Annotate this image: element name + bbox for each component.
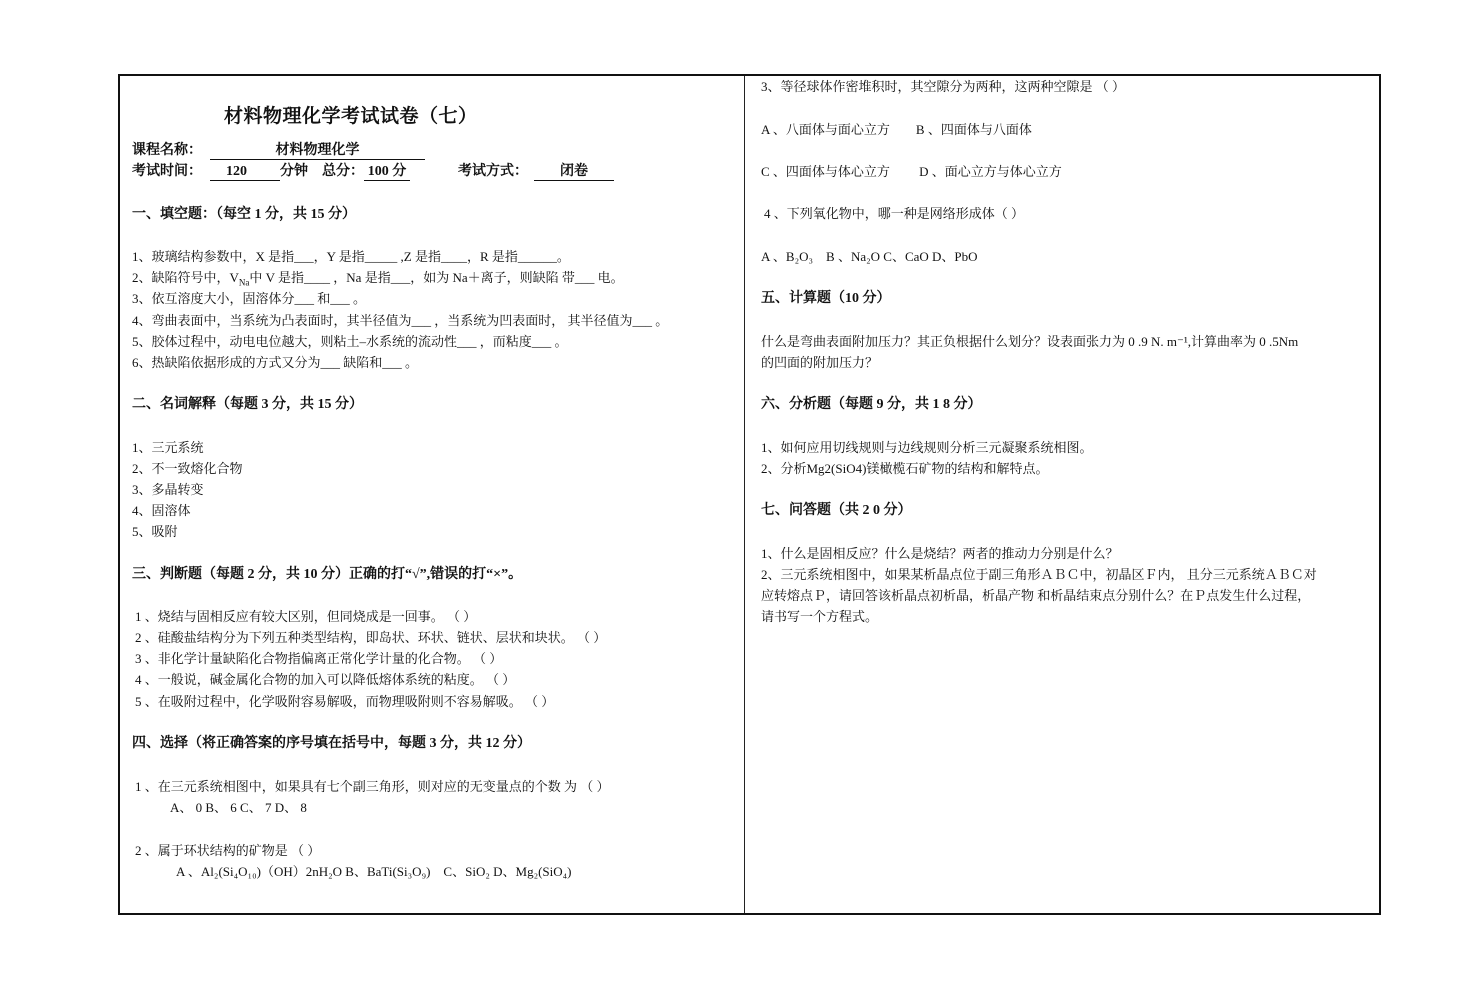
choice-q4-options: A 、B₂O₃ B 、Na₂O C、CaO D、PbO [761, 249, 978, 264]
choice-q1-options: A、 0 B、 6 C、 7 D、 8 [170, 800, 307, 815]
calc-question-line-2: 的凹面的附加压力？ [761, 355, 879, 370]
qa-item-2-line-3: 请书写一个方程式。 [761, 609, 879, 624]
fill-blank-item-2 [132, 267, 624, 288]
choice-q1: 1 、在三元系统相图中，如果具有七个副三角形，则对应的无变量点的个数 为 （ ） [135, 779, 610, 794]
term-item-5: 5、吸附 [132, 524, 178, 539]
item-2-prefix: 2、缺陷符号中，V [132, 270, 239, 285]
time-label: 考试时间： [132, 164, 202, 179]
fill-blank-item-5: 5、胶体过程中，动电电位越大，则粘土–水系统的流动性___ ，而粘度___ 。 [132, 334, 568, 349]
choice-q3-options-ab: A 、八面体与面心立方 B 、四面体与八面体 [761, 122, 1032, 137]
course-value: 材料物理化学 [210, 143, 425, 160]
true-false-item-3: 3 、非化学计量缺陷化合物指偏离正常化学计量的化合物。 （ ） [135, 651, 503, 666]
true-false-item-5: 5 、在吸附过程中，化学吸附容易解吸，而物理吸附则不容易解吸。 （ ） [135, 694, 555, 709]
fill-blank-item-3: 3、依互溶度大小，固溶体分___ 和___ 。 [132, 291, 367, 306]
calc-question-line-1: 什么是弯曲表面附加压力？其正负根据什么划分？设表面张力为 0 .9 N. m⁻¹,计算曲率为 0 .5Nm [761, 334, 1299, 349]
choice-q4: 4 、下列氧化物中，哪一种是网络形成体（ ） [764, 206, 1025, 221]
qa-item-2-line-1: 2、三元系统相图中，如果某析晶点位于副三角形ＡＢＣ中，初晶区Ｆ内， 且分三元系统ＡＢＣ对 [761, 567, 1317, 582]
qa-item-2-line-2: 应转熔点Ｐ，请回答该析晶点初析晶，析晶产物 和析晶结束点分别什么？在Ｐ点发生什么过程， [761, 588, 1311, 603]
course-name-row [132, 140, 425, 161]
section-6-heading: 六、分析题（每题 9 分，共 1 8 分） [761, 397, 982, 412]
qa-item-1: 1、什么是固相反应？什么是烧结？两者的推动力分别是什么？ [761, 546, 1119, 561]
choice-q2-options: A 、Al₂(Si₄O₁₀)（OH）2nH₂O B、BaTi(Si₃O₉) C、SiO₂ D、Mg₂(SiO₄) [176, 864, 572, 879]
exam-title: 材料物理化学考试试卷（七） [224, 106, 478, 127]
choice-q3: 3、等径球体作密堆积时，其空隙分为两种，这两种空隙是 （ ） [761, 79, 1126, 94]
course-label: 课程名称： [132, 143, 202, 158]
mode-label: 考试方式： [458, 164, 528, 179]
column-divider [744, 76, 745, 913]
analysis-item-2: 2、分析Mg2(SiO4)镁橄榄石矿物的结构和解特点。 [761, 461, 1049, 476]
mode-value: 闭卷 [534, 164, 614, 181]
score-value: 100 分 [364, 164, 410, 181]
section-5-heading: 五、计算题（10 分） [761, 291, 891, 306]
analysis-item-1: 1、如何应用切线规则与边线规则分析三元凝聚系统相图。 [761, 440, 1093, 455]
time-unit: 分钟 [280, 164, 308, 179]
section-7-heading: 七、问答题（共 2 0 分） [761, 503, 912, 518]
true-false-item-1: 1 、烧结与固相反应有较大区别，但同烧成是一回事。 （ ） [135, 609, 477, 624]
section-1-heading: 一、填空题：（每空 1 分，共 15 分） [132, 207, 356, 222]
term-item-2: 2、不一致熔化合物 [132, 461, 243, 476]
fill-blank-item-6: 6、热缺陷依据形成的方式又分为___ 缺陷和___ 。 [132, 355, 419, 370]
fill-blank-item-4: 4、弯曲表面中，当系统为凸表面时，其半径值为___ ，当系统为凹表面时， 其半径值为___ 。 [132, 313, 669, 328]
na-subscript: Na [238, 277, 250, 288]
section-4-heading: 四、选择（将正确答案的序号填在括号中，每题 3 分，共 12 分） [132, 736, 531, 751]
exam-info-row [132, 161, 614, 182]
score-label: 总分： [322, 164, 364, 179]
true-false-item-4: 4 、一般说，碱金属化合物的加入可以降低熔体系统的粘度。 （ ） [135, 672, 516, 687]
term-item-1: 1、三元系统 [132, 440, 204, 455]
fill-blank-item-1: 1、玻璃结构参数中，X 是指___，Y 是指_____ ,Z 是指____，R 是指______。 [132, 249, 570, 264]
section-3-heading: 三、判断题（每题 2 分，共 10 分）正确的打“√”,错误的打“×”。 [132, 567, 523, 582]
section-2-heading: 二、名词解释（每题 3 分，共 15 分） [132, 397, 363, 412]
choice-q3-options-cd: C 、四面体与体心立方 D 、面心立方与体心立方 [761, 164, 1062, 179]
choice-q2: 2 、属于环状结构的矿物是 （ ） [135, 843, 321, 858]
term-item-3: 3、多晶转变 [132, 482, 204, 497]
time-value: 120 [210, 164, 280, 181]
item-2-rest: 中 V 是指____ ，Na 是指___，如为 Na＋离子，则缺陷 带___ 电。 [249, 270, 624, 285]
term-item-4: 4、固溶体 [132, 503, 191, 518]
true-false-item-2: 2 、硅酸盐结构分为下列五种类型结构，即岛状、环状、链状、层状和块状。 （ ） [135, 630, 607, 645]
